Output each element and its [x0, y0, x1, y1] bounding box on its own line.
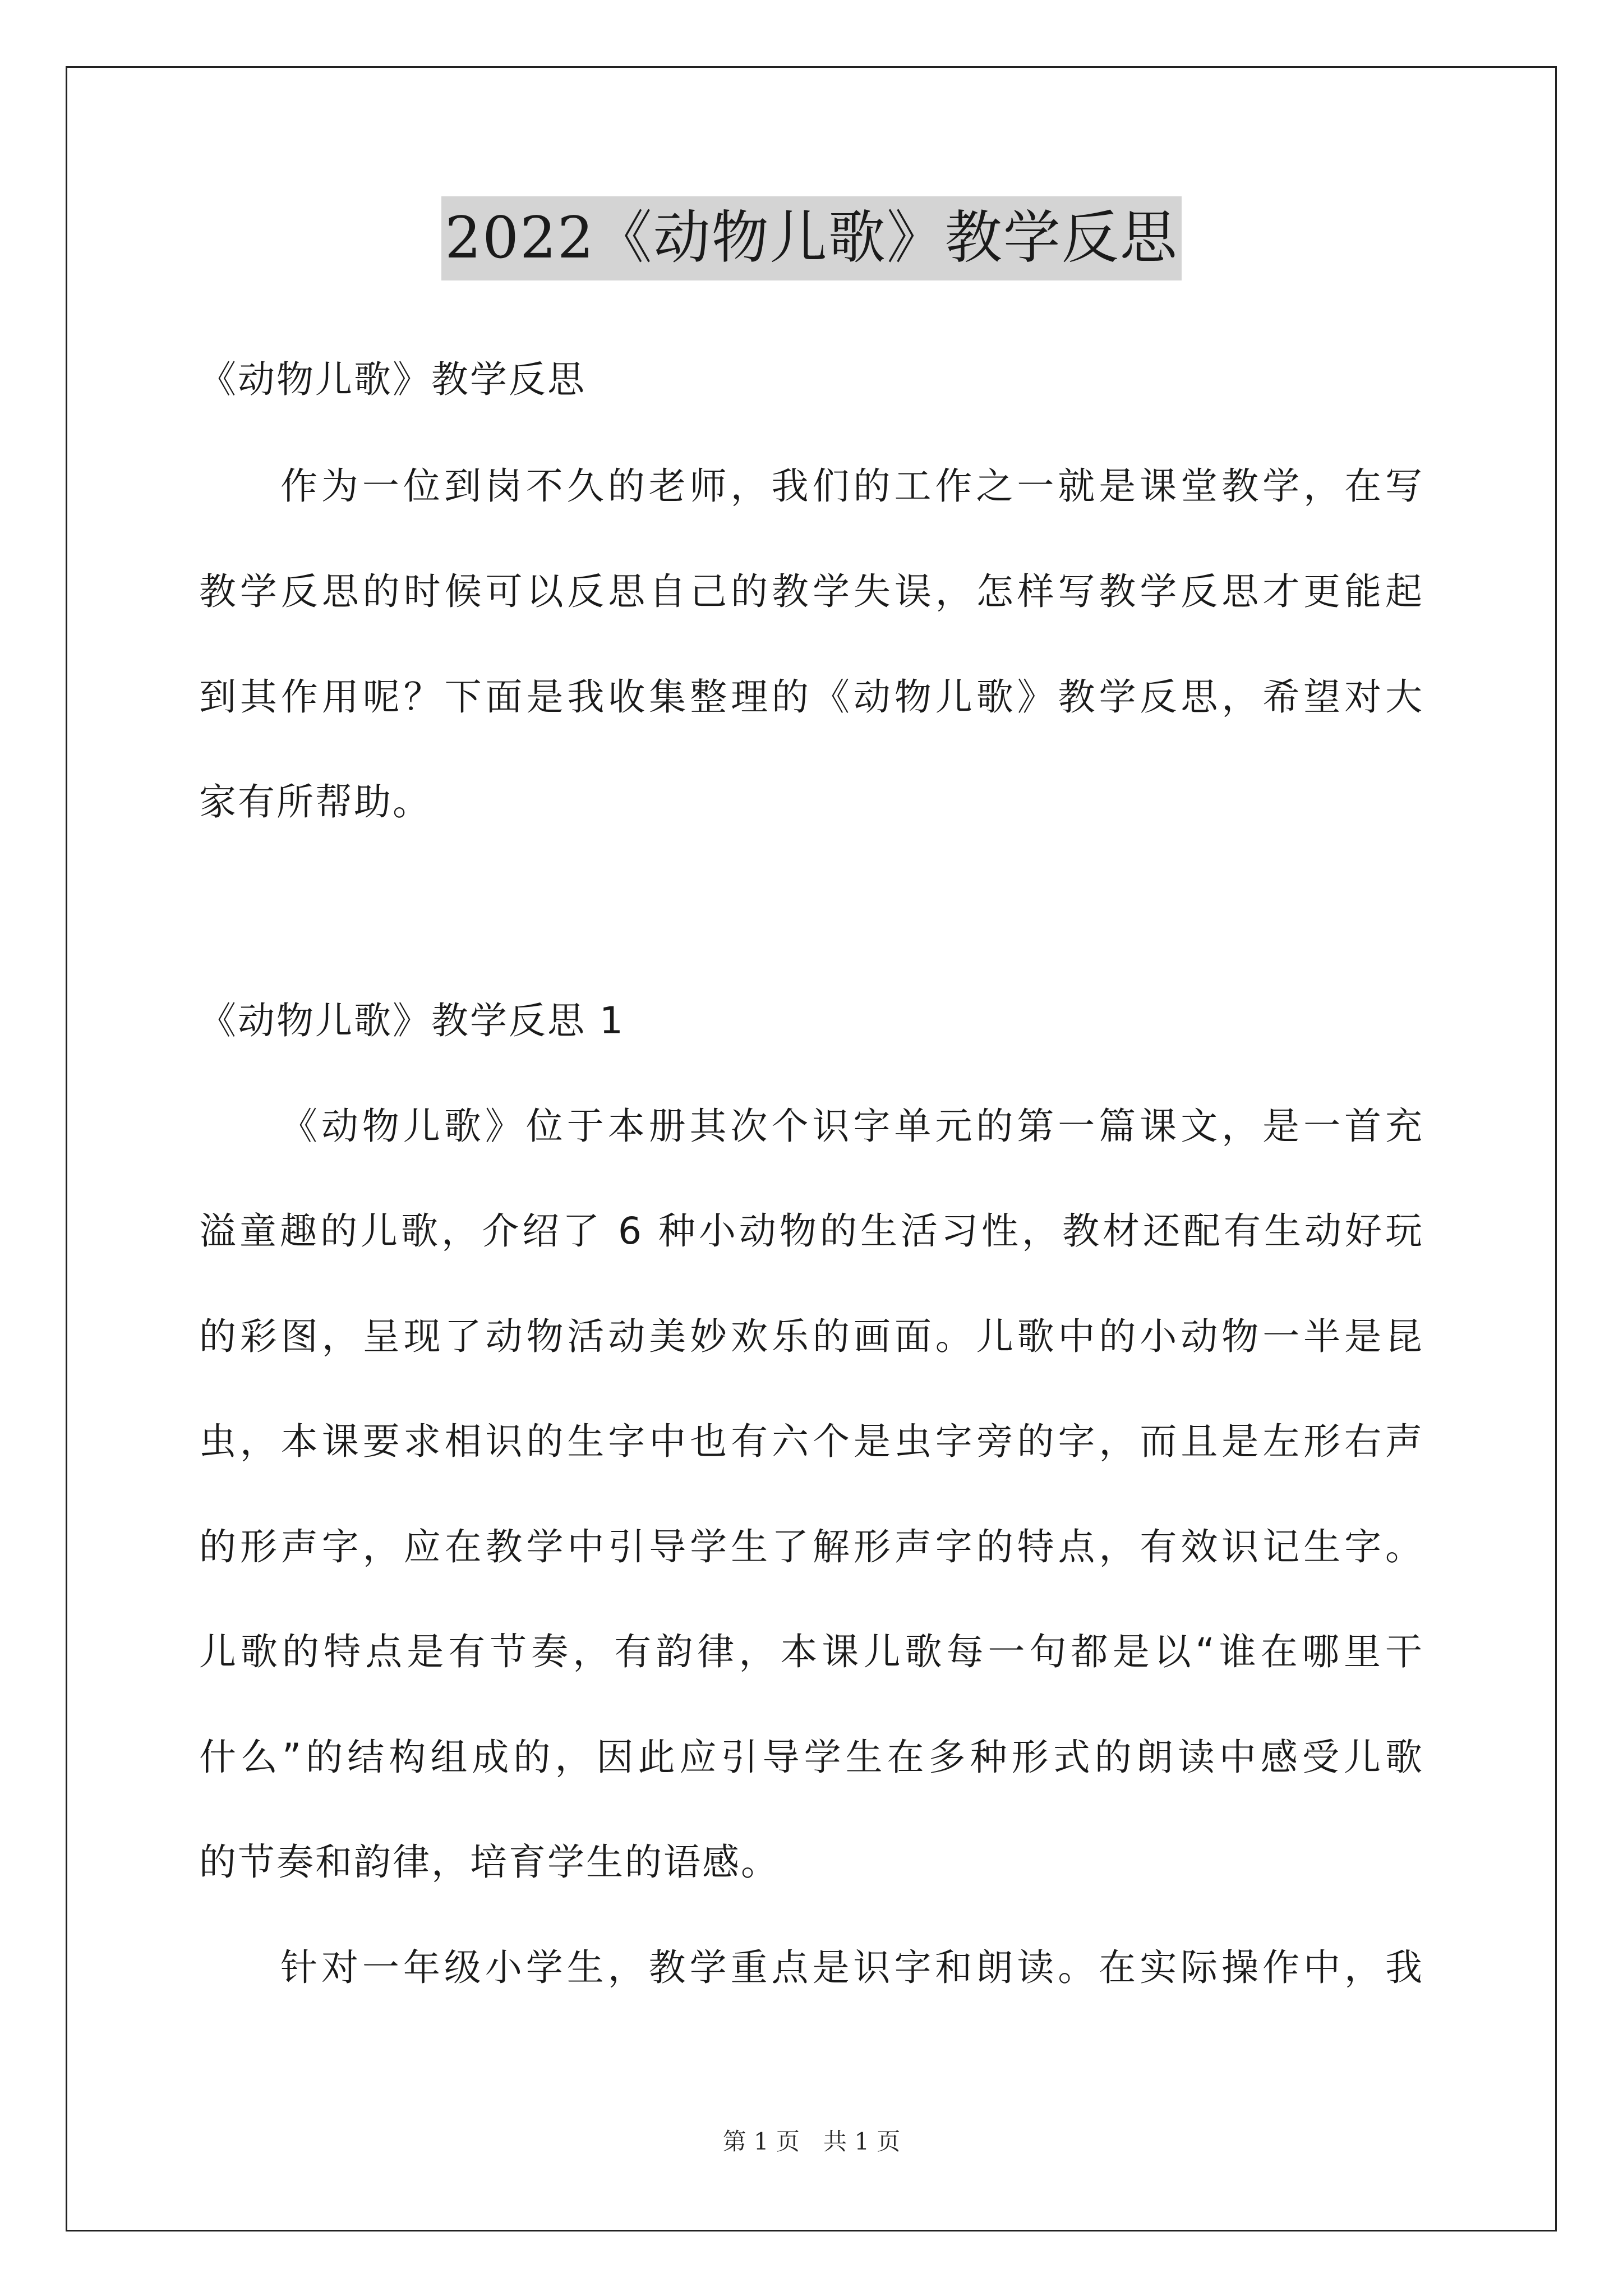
section-heading: 《动物儿歌》教学反思 1 — [199, 999, 625, 1042]
paragraph-line: 到其作用呢？下面是我收集整理的《动物儿歌》教学反思，希望对大 — [199, 675, 1424, 719]
page-footer: 第 1 页 共 1 页 — [722, 2128, 901, 2155]
document-title: 2022《动物儿歌》教学反思 — [441, 196, 1182, 280]
title-container — [0, 196, 1623, 280]
paragraph-line: 针对一年级小学生，教学重点是识字和朗读。在实际操作中，我 — [280, 1946, 1424, 1989]
paragraph-line: 家有所帮助。 — [199, 780, 431, 823]
paragraph-line: 的形声字，应在教学中引导学生了解形声字的特点，有效识记生字。 — [199, 1525, 1424, 1568]
section-heading: 《动物儿歌》教学反思 — [199, 358, 586, 401]
paragraph-line: 虫，本课要求相识的生字中也有六个是虫字旁的字，而且是左形右声 — [199, 1420, 1424, 1463]
paragraph-line: 《动物儿歌》位于本册其次个识字单元的第一篇课文，是一首充 — [280, 1105, 1424, 1148]
paragraph-line: 的节奏和韵律，培育学生的语感。 — [199, 1841, 780, 1884]
paragraph-line: 教学反思的时候可以反思自己的教学失误，怎样写教学反思才更能起 — [199, 570, 1424, 613]
paragraph-line: 的彩图，呈现了动物活动美妙欢乐的画面。儿歌中的小动物一半是昆 — [199, 1315, 1424, 1358]
paragraph-line: 儿歌的特点是有节奏，有韵律，本课儿歌每一句都是以“谁在哪里干 — [199, 1630, 1424, 1673]
paragraph-line: 溢童趣的儿歌，介绍了 6 种小动物的生活习性，教材还配有生动好玩 — [199, 1209, 1424, 1253]
paragraph-line: 作为一位到岗不久的老师，我们的工作之一就是课堂教学，在写 — [280, 464, 1424, 508]
paragraph-line: 什么”的结构组成的，因此应引导学生在多种形式的朗读中感受儿歌 — [199, 1736, 1424, 1779]
